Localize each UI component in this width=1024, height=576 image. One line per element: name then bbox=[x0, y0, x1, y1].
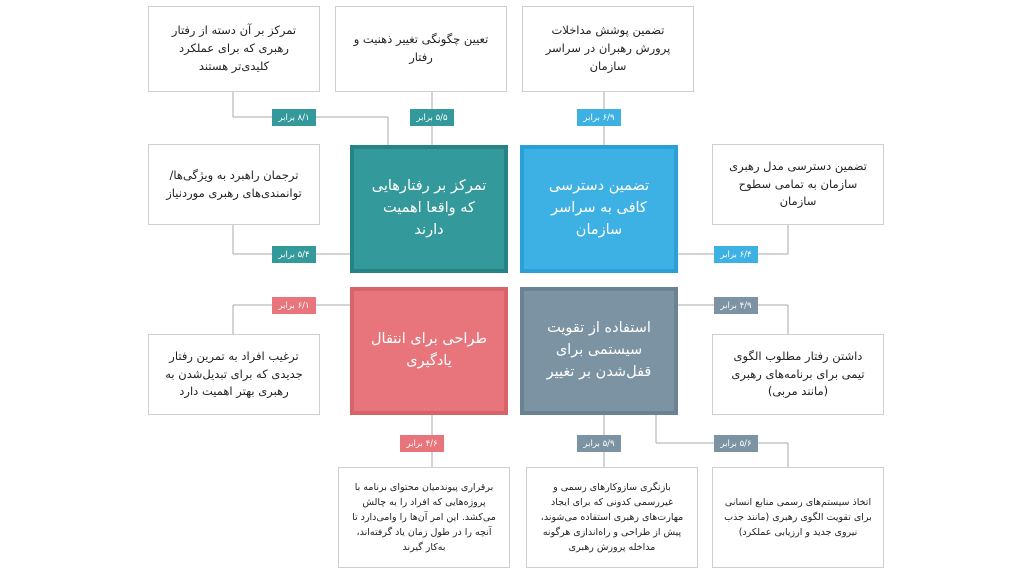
box-mid-right: تضمین دسترسی مدل رهبری سازمان به تمامی سطوح سازمان bbox=[712, 144, 884, 225]
box-lower-left: ترغیب افراد به تمرین رفتار جدیدی که برای تبدیل‌شدن به رهبری بهتر اهمیت دارد bbox=[148, 334, 320, 415]
multiplier-tag: ۶/۴ برابر bbox=[714, 246, 758, 263]
multiplier-tag: ۵/۹ برابر bbox=[577, 435, 621, 452]
box-top-right: تضمین پوشش مداخلات پرورش رهبران در سراسر سازمان bbox=[522, 6, 694, 92]
multiplier-tag: ۴/۹ برابر bbox=[714, 297, 758, 314]
box-top-mid: تعیین چگونگی تغییر ذهنیت و رفتار bbox=[335, 6, 507, 92]
box-bottom-mid: بازنگری سازوکارهای رسمی و غیررسمی کدونی که برای ایجاد مهارت‌های رهبری استفاده می‌شوند، پیش از طراحی و راه‌اندازی هرگونه مداخله پرورش رهبری bbox=[526, 467, 698, 568]
box-mid-left: ترجمان راهبرد به ویژگی‌ها/توانمندی‌های رهبری موردنیاز bbox=[148, 144, 320, 225]
multiplier-tag: ۵/۵ برابر bbox=[410, 109, 454, 126]
multiplier-tag: ۴/۶ برابر bbox=[400, 435, 444, 452]
multiplier-tag: ۶/۱ برابر bbox=[272, 297, 316, 314]
center-top-left: تمرکز بر رفتارهایی که واقعا اهمیت دارند bbox=[350, 145, 508, 273]
box-lower-right: داشتن رفتار مطلوب الگوی تیمی برای برنامه‌های رهبری (مانند مربی) bbox=[712, 334, 884, 415]
multiplier-tag: ۵/۴ برابر bbox=[272, 246, 316, 263]
multiplier-tag: ۶/۹ برابر bbox=[577, 109, 621, 126]
box-bottom-right: اتخاذ سیستم‌های رسمی منابع انسانی برای تقویت الگوی رهبری (مانند جذب نیروی جدید و ارزیابی عملکرد) bbox=[712, 467, 884, 568]
box-top-far-left: تمرکز بر آن دسته از رفتار رهبری که برای عملکرد کلیدی‌تر هستند bbox=[148, 6, 320, 92]
multiplier-tag: ۸/۱ برابر bbox=[272, 109, 316, 126]
center-bottom-right: استفاده از تقویت سیستمی برای قفل‌شدن بر تغییر bbox=[520, 287, 678, 415]
center-bottom-left: طراحی برای انتقال یادگیری bbox=[350, 287, 508, 415]
multiplier-tag: ۵/۶ برابر bbox=[714, 435, 758, 452]
box-bottom-left: برقراری پیوندمیان محتوای برنامه با پروژه‌هایی که افراد را به چالش می‌کشد. این امر آن‌ها را وامی‌دارد تا آنچه را در طول زمان یاد گرفته‌اند، به‌کار گیرند bbox=[338, 467, 510, 568]
center-top-right: تضمین دسترسی کافی به سراسر سازمان bbox=[520, 145, 678, 273]
